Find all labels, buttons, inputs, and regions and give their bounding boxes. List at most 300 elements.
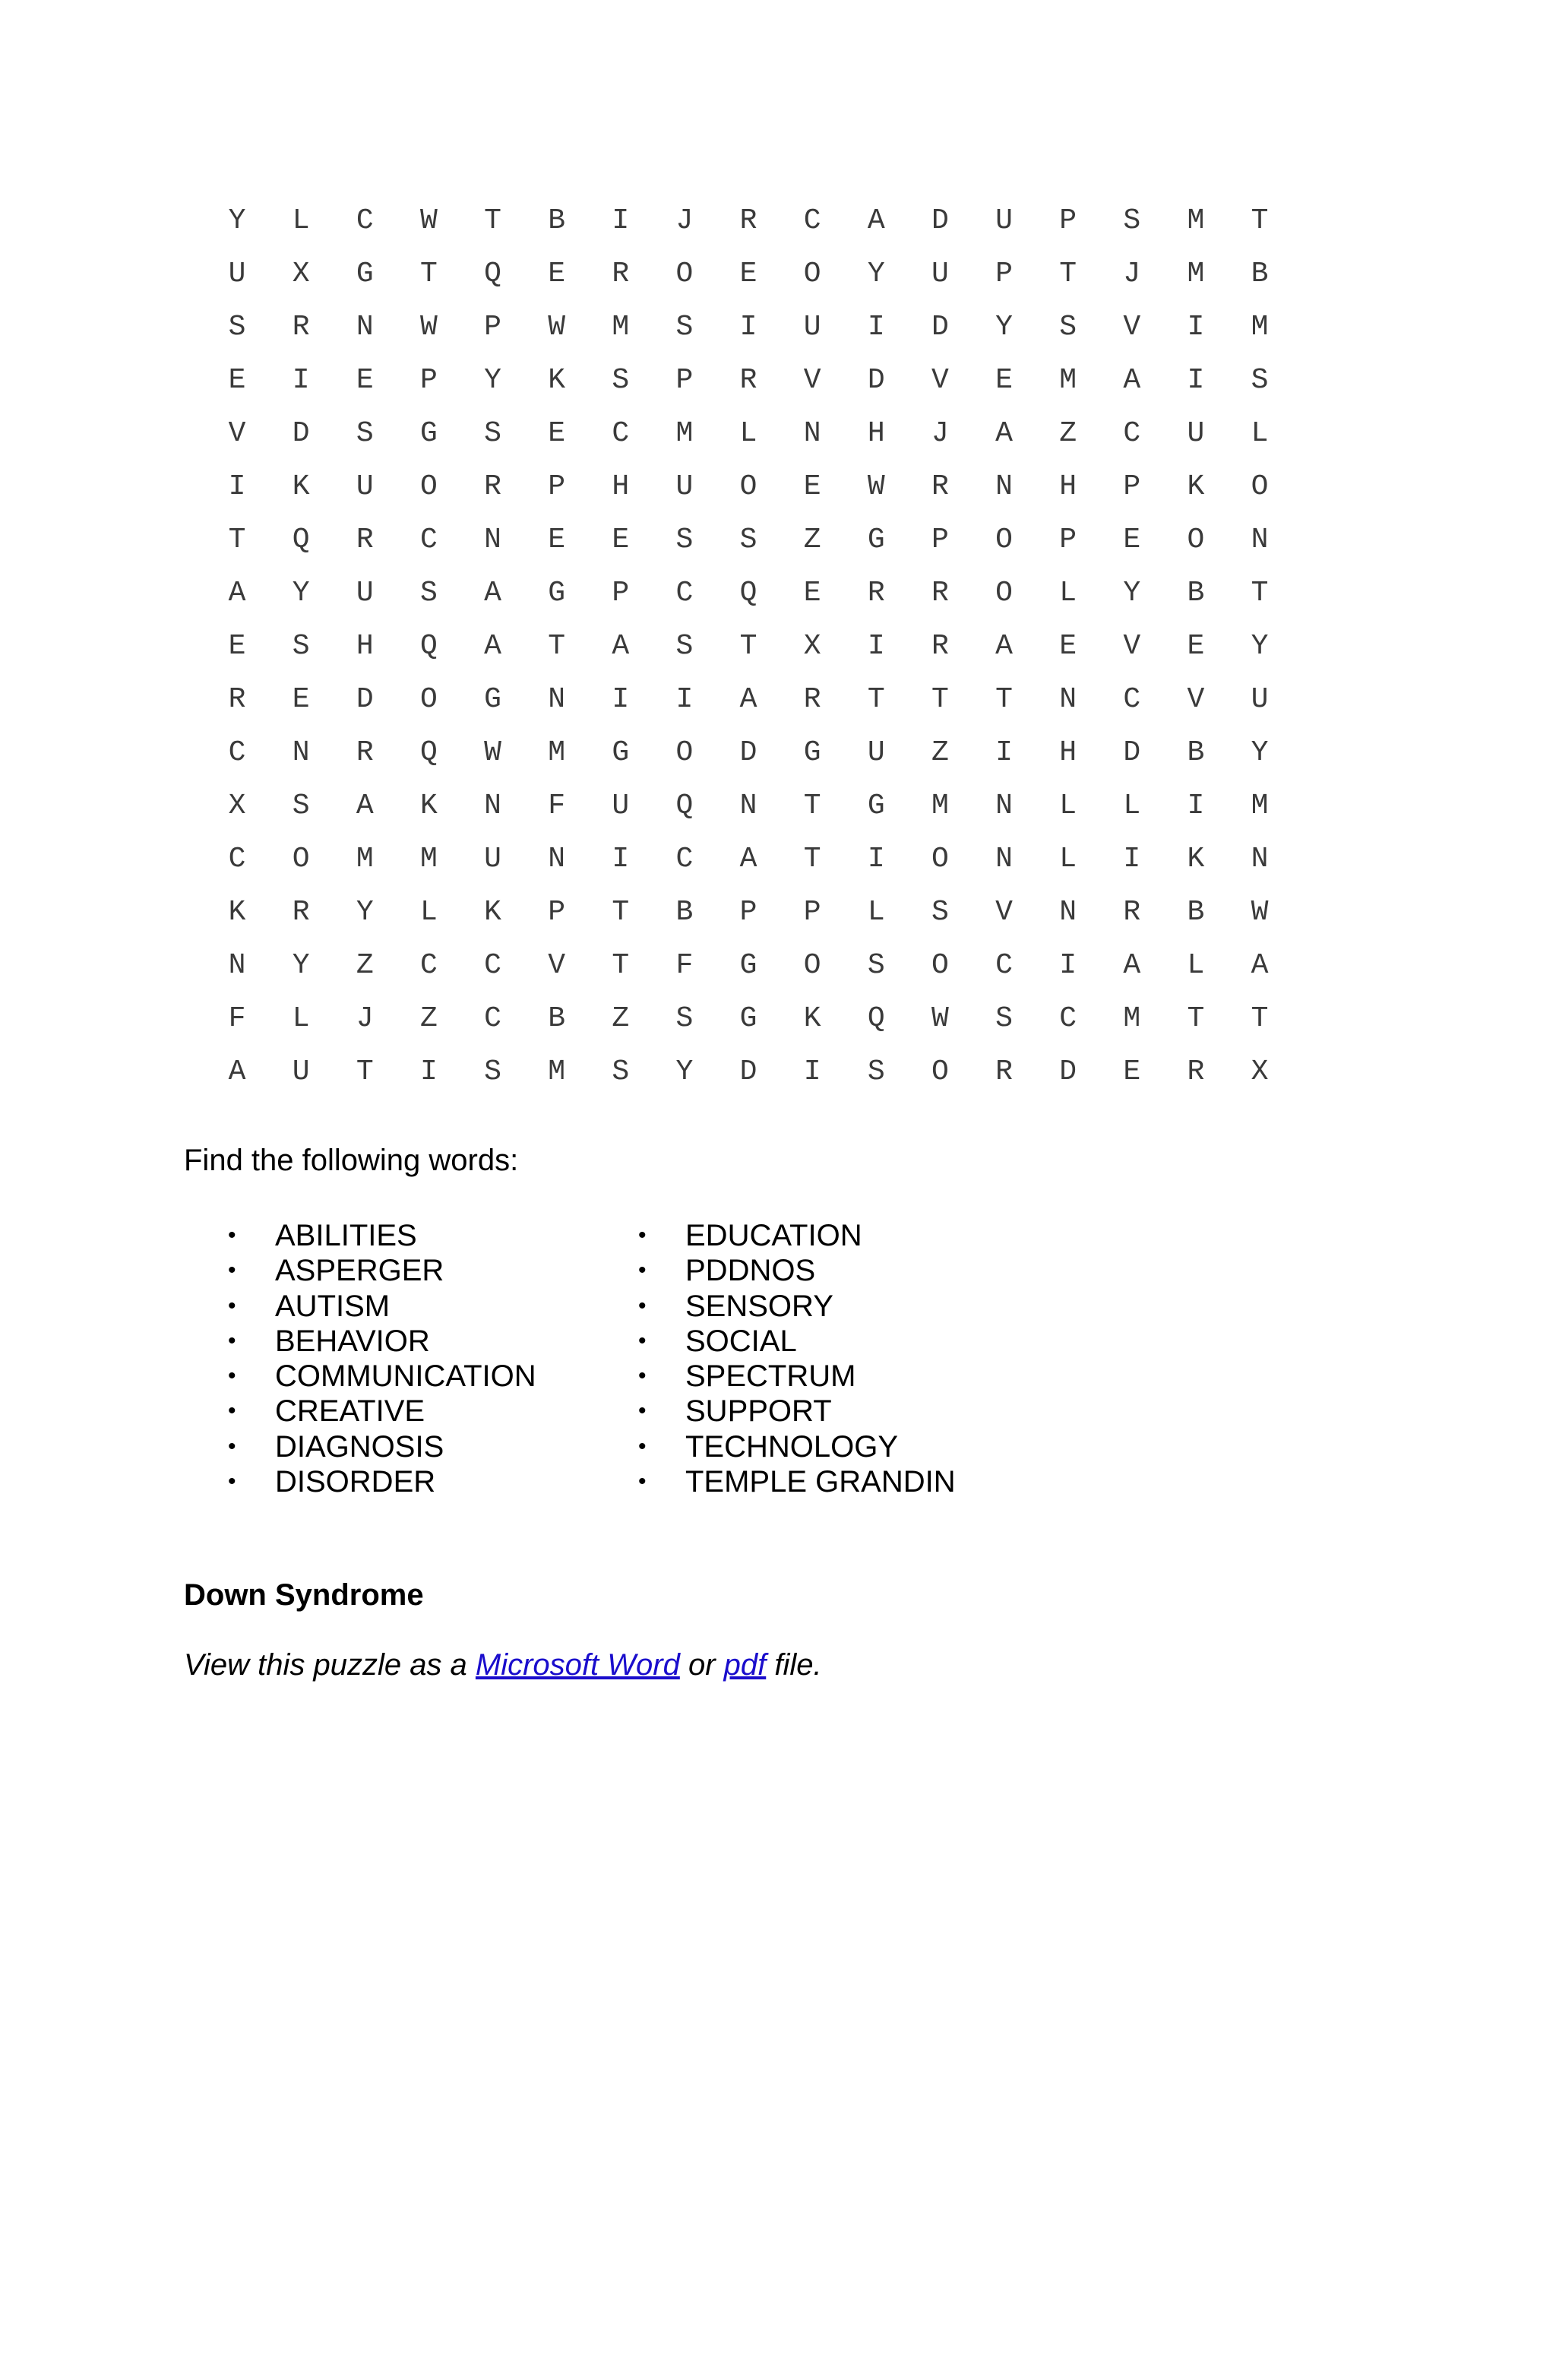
bullet-icon: • [228, 1398, 236, 1424]
grid-letter: L [1251, 417, 1269, 450]
grid-letter: U [1187, 417, 1205, 450]
grid-letter: H [356, 630, 374, 663]
bullet-icon: • [638, 1293, 647, 1318]
grid-letter: A [1123, 949, 1141, 982]
grid-letter: U [995, 204, 1013, 237]
grid-letter: A [1123, 364, 1141, 397]
grid-letter: R [803, 683, 821, 716]
grid-letter: Z [612, 1002, 630, 1035]
grid-letter: C [1059, 1002, 1077, 1035]
grid-letter: L [420, 896, 438, 929]
grid-letter: U [612, 790, 630, 822]
grid-letter: K [292, 470, 310, 503]
grid-letter: S [292, 790, 310, 822]
grid-letter: L [1187, 949, 1205, 982]
grid-letter: S [867, 949, 885, 982]
word-list-left [228, 1218, 536, 1499]
grid-letter: N [292, 736, 310, 769]
grid-row [205, 354, 1292, 407]
grid-letter: A [867, 204, 885, 237]
grid-letter: U [356, 577, 374, 609]
grid-letter: R [228, 683, 246, 716]
grid-letter: S [420, 577, 438, 609]
grid-letter: M [548, 736, 566, 769]
grid-letter: L [867, 896, 885, 929]
grid-letter: N [228, 949, 246, 982]
grid-letter: G [803, 736, 821, 769]
grid-letter: J [356, 1002, 374, 1035]
grid-letter: A [1251, 949, 1269, 982]
grid-letter: S [675, 524, 694, 556]
grid-letter: Y [292, 577, 310, 609]
grid-letter: W [420, 311, 438, 343]
grid-letter: T [228, 524, 246, 556]
bullet-icon: • [638, 1433, 647, 1459]
grid-letter: L [1123, 790, 1141, 822]
grid-letter: Z [931, 736, 949, 769]
grid-letter: N [995, 843, 1013, 875]
instructions-text: Find the following words: [184, 1144, 519, 1177]
grid-letter: T [356, 1055, 374, 1088]
grid-letter: Q [484, 258, 501, 290]
grid-letter: H [1059, 736, 1077, 769]
grid-letter: P [931, 524, 949, 556]
grid-letter: X [1251, 1055, 1269, 1088]
grid-letter: I [420, 1055, 438, 1088]
grid-letter: I [675, 683, 694, 716]
grid-letter: L [1059, 790, 1077, 822]
grid-letter: V [1123, 630, 1141, 663]
grid-letter: I [803, 1055, 821, 1088]
word-label: TEMPLE GRANDIN [685, 1465, 956, 1499]
word-list-item [638, 1429, 956, 1464]
grid-letter: R [1187, 1055, 1205, 1088]
grid-letter: P [1059, 204, 1077, 237]
grid-letter: C [675, 577, 694, 609]
grid-letter: S [612, 364, 630, 397]
grid-letter: S [484, 417, 501, 450]
grid-letter: I [1187, 311, 1205, 343]
word-label: SENSORY [685, 1289, 833, 1323]
grid-letter: C [484, 1002, 501, 1035]
grid-letter: S [228, 311, 246, 343]
grid-letter: E [548, 258, 566, 290]
grid-letter: N [356, 311, 374, 343]
word-label: CREATIVE [275, 1394, 425, 1429]
grid-letter: E [612, 524, 630, 556]
grid-letter: P [612, 577, 630, 609]
bullet-icon: • [228, 1328, 236, 1353]
grid-letter: K [548, 364, 566, 397]
grid-letter: U [484, 843, 501, 875]
grid-letter: M [356, 843, 374, 875]
grid-letter: S [675, 1002, 694, 1035]
grid-letter: T [484, 204, 501, 237]
grid-letter: Q [867, 1002, 885, 1035]
grid-letter: D [356, 683, 374, 716]
grid-letter: K [1187, 843, 1205, 875]
grid-letter: V [228, 417, 246, 450]
grid-letter: W [548, 311, 566, 343]
grid-letter: U [228, 258, 246, 290]
grid-row [205, 992, 1292, 1046]
word-label: DISORDER [275, 1465, 436, 1499]
microsoft-word-link[interactable]: Microsoft Word [475, 1648, 680, 1682]
grid-letter: J [931, 417, 949, 450]
grid-row [205, 886, 1292, 939]
grid-letter: C [1123, 417, 1141, 450]
grid-letter: M [548, 1055, 566, 1088]
grid-letter: S [675, 630, 694, 663]
grid-letter: T [1251, 577, 1269, 609]
grid-letter: E [995, 364, 1013, 397]
grid-letter: O [931, 843, 949, 875]
grid-letter: B [1251, 258, 1269, 290]
grid-letter: M [931, 790, 949, 822]
grid-letter: L [292, 204, 310, 237]
grid-letter: S [356, 417, 374, 450]
grid-letter: Y [1251, 736, 1269, 769]
grid-letter: L [739, 417, 757, 450]
grid-letter: U [931, 258, 949, 290]
grid-letter: P [675, 364, 694, 397]
grid-letter: O [420, 683, 438, 716]
grid-letter: M [612, 311, 630, 343]
grid-letter: R [484, 470, 501, 503]
word-list-item [228, 1359, 536, 1394]
grid-letter: T [803, 790, 821, 822]
word-label: COMMUNICATION [275, 1359, 536, 1394]
grid-letter: D [1123, 736, 1141, 769]
grid-letter: I [612, 683, 630, 716]
grid-letter: B [675, 896, 694, 929]
grid-letter: I [867, 311, 885, 343]
bullet-icon: • [228, 1469, 236, 1495]
grid-letter: I [292, 364, 310, 397]
grid-row [205, 726, 1292, 780]
word-label: AUTISM [275, 1289, 391, 1323]
grid-letter: B [1187, 736, 1205, 769]
grid-letter: T [1251, 204, 1269, 237]
grid-letter: T [548, 630, 566, 663]
grid-letter: S [867, 1055, 885, 1088]
word-list-item [228, 1324, 536, 1359]
grid-letter: E [548, 524, 566, 556]
grid-letter: U [356, 470, 374, 503]
grid-letter: C [675, 843, 694, 875]
grid-letter: Y [1251, 630, 1269, 663]
grid-letter: D [867, 364, 885, 397]
grid-letter: T [995, 683, 1013, 716]
grid-letter: O [995, 524, 1013, 556]
grid-letter: E [228, 630, 246, 663]
grid-letter: R [931, 577, 949, 609]
word-label: TECHNOLOGY [685, 1429, 899, 1464]
grid-letter: C [484, 949, 501, 982]
grid-letter: E [803, 470, 821, 503]
grid-row [205, 939, 1292, 992]
word-list-item [638, 1218, 956, 1253]
bullet-icon: • [638, 1363, 647, 1389]
grid-letter: C [612, 417, 630, 450]
grid-letter: T [612, 896, 630, 929]
grid-letter: Y [1123, 577, 1141, 609]
bullet-icon: • [638, 1328, 647, 1353]
grid-letter: U [803, 311, 821, 343]
bullet-icon: • [638, 1469, 647, 1495]
grid-letter: M [1187, 204, 1205, 237]
grid-letter: I [867, 843, 885, 875]
grid-letter: A [356, 790, 374, 822]
grid-letter: P [548, 896, 566, 929]
grid-letter: C [420, 524, 438, 556]
grid-letter: Y [228, 204, 246, 237]
grid-letter: C [1123, 683, 1141, 716]
grid-letter: A [228, 1055, 246, 1088]
grid-letter: A [739, 843, 757, 875]
grid-letter: N [995, 790, 1013, 822]
grid-letter: B [1187, 896, 1205, 929]
grid-letter: D [931, 311, 949, 343]
grid-letter: A [228, 577, 246, 609]
grid-letter: R [931, 630, 949, 663]
grid-letter: G [612, 736, 630, 769]
grid-row [205, 833, 1292, 886]
grid-letter: K [484, 896, 501, 929]
grid-letter: Q [420, 630, 438, 663]
grid-letter: R [995, 1055, 1013, 1088]
grid-letter: Q [739, 577, 757, 609]
word-list-item [638, 1253, 956, 1288]
grid-letter: N [484, 524, 501, 556]
grid-row [205, 514, 1292, 567]
grid-letter: C [228, 736, 246, 769]
grid-letter: R [931, 470, 949, 503]
bullet-icon: • [638, 1258, 647, 1283]
grid-letter: S [292, 630, 310, 663]
grid-letter: H [1059, 470, 1077, 503]
grid-letter: I [612, 204, 630, 237]
word-search-grid [205, 195, 1292, 1099]
grid-letter: O [931, 1055, 949, 1088]
grid-letter: W [420, 204, 438, 237]
grid-letter: Y [484, 364, 501, 397]
grid-row [205, 407, 1292, 460]
grid-letter: S [1251, 364, 1269, 397]
grid-letter: W [484, 736, 501, 769]
grid-letter: V [1187, 683, 1205, 716]
grid-row [205, 1046, 1292, 1099]
grid-letter: O [931, 949, 949, 982]
word-label: SUPPORT [685, 1394, 832, 1429]
grid-letter: F [548, 790, 566, 822]
grid-letter: Q [292, 524, 310, 556]
grid-letter: S [739, 524, 757, 556]
grid-letter: O [803, 949, 821, 982]
bullet-icon: • [228, 1258, 236, 1283]
grid-letter: N [548, 843, 566, 875]
grid-letter: E [548, 417, 566, 450]
grid-letter: G [867, 790, 885, 822]
grid-letter: H [867, 417, 885, 450]
grid-letter: O [675, 258, 694, 290]
grid-letter: A [739, 683, 757, 716]
word-list-item [228, 1429, 536, 1464]
grid-letter: I [867, 630, 885, 663]
grid-letter: S [675, 311, 694, 343]
grid-letter: B [1187, 577, 1205, 609]
grid-letter: M [1123, 1002, 1141, 1035]
grid-letter: D [292, 417, 310, 450]
grid-letter: B [548, 1002, 566, 1035]
grid-letter: G [739, 949, 757, 982]
grid-letter: S [484, 1055, 501, 1088]
grid-letter: V [995, 896, 1013, 929]
grid-letter: E [1059, 630, 1077, 663]
grid-letter: L [1059, 577, 1077, 609]
grid-letter: G [356, 258, 374, 290]
grid-letter: T [1251, 1002, 1269, 1035]
grid-letter: O [292, 843, 310, 875]
grid-letter: M [1251, 311, 1269, 343]
grid-letter: Z [356, 949, 374, 982]
grid-letter: H [612, 470, 630, 503]
grid-letter: U [675, 470, 694, 503]
grid-letter: G [420, 417, 438, 450]
grid-letter: U [1251, 683, 1269, 716]
grid-letter: C [995, 949, 1013, 982]
grid-letter: T [1187, 1002, 1205, 1035]
grid-letter: D [739, 736, 757, 769]
grid-letter: V [803, 364, 821, 397]
grid-letter: E [1187, 630, 1205, 663]
grid-row [205, 195, 1292, 248]
grid-letter: E [356, 364, 374, 397]
grid-letter: G [739, 1002, 757, 1035]
grid-letter: M [1251, 790, 1269, 822]
grid-letter: R [867, 577, 885, 609]
grid-letter: S [995, 1002, 1013, 1035]
grid-letter: P [484, 311, 501, 343]
grid-letter: P [1123, 470, 1141, 503]
bullet-icon: • [228, 1293, 236, 1318]
grid-letter: Y [995, 311, 1013, 343]
grid-letter: S [931, 896, 949, 929]
grid-letter: K [420, 790, 438, 822]
grid-letter: P [1059, 524, 1077, 556]
grid-row [205, 301, 1292, 354]
grid-letter: Y [292, 949, 310, 982]
grid-letter: N [995, 470, 1013, 503]
grid-letter: N [1059, 896, 1077, 929]
grid-letter: Z [420, 1002, 438, 1035]
word-list-item [638, 1394, 956, 1429]
grid-letter: K [228, 896, 246, 929]
grid-letter: D [739, 1055, 757, 1088]
grid-letter: T [612, 949, 630, 982]
grid-row [205, 567, 1292, 620]
grid-letter: G [867, 524, 885, 556]
grid-letter: W [1251, 896, 1269, 929]
section-heading: Down Syndrome [184, 1578, 424, 1612]
grid-letter: I [995, 736, 1013, 769]
view-line-prefix: View this puzzle as a [184, 1648, 476, 1682]
grid-letter: E [1123, 524, 1141, 556]
bullet-icon: • [228, 1433, 236, 1459]
word-list-item [228, 1289, 536, 1324]
grid-letter: I [1187, 790, 1205, 822]
grid-letter: T [420, 258, 438, 290]
grid-letter: Y [356, 896, 374, 929]
grid-letter: N [739, 790, 757, 822]
grid-letter: R [356, 524, 374, 556]
grid-letter: O [739, 470, 757, 503]
grid-letter: N [1059, 683, 1077, 716]
grid-letter: S [1123, 204, 1141, 237]
grid-letter: O [1187, 524, 1205, 556]
bullet-icon: • [638, 1398, 647, 1424]
word-label: ABILITIES [275, 1219, 417, 1252]
grid-letter: P [420, 364, 438, 397]
grid-letter: Z [1059, 417, 1077, 450]
grid-letter: M [1187, 258, 1205, 290]
word-list-item [228, 1394, 536, 1429]
grid-letter: C [356, 204, 374, 237]
grid-letter: X [803, 630, 821, 663]
bullet-icon: • [638, 1223, 647, 1248]
word-list-item [638, 1359, 956, 1394]
grid-row [205, 780, 1292, 833]
grid-letter: R [739, 364, 757, 397]
grid-letter: R [1123, 896, 1141, 929]
grid-letter: N [1251, 524, 1269, 556]
grid-letter: L [292, 1002, 310, 1035]
word-label: ASPERGER [275, 1254, 444, 1288]
grid-letter: C [420, 949, 438, 982]
grid-letter: N [484, 790, 501, 822]
grid-letter: W [867, 470, 885, 503]
grid-letter: I [228, 470, 246, 503]
grid-letter: Z [803, 524, 821, 556]
word-label: EDUCATION [685, 1219, 862, 1252]
grid-letter: X [292, 258, 310, 290]
grid-letter: N [803, 417, 821, 450]
grid-letter: Q [420, 736, 438, 769]
word-list-item [638, 1324, 956, 1359]
grid-letter: I [1187, 364, 1205, 397]
grid-letter: K [1187, 470, 1205, 503]
grid-letter: K [803, 1002, 821, 1035]
word-label: PDDNOS [685, 1254, 816, 1288]
pdf-link[interactable]: pdf [723, 1648, 767, 1682]
grid-letter: O [675, 736, 694, 769]
grid-letter: C [803, 204, 821, 237]
word-list-item [228, 1464, 536, 1499]
grid-letter: P [995, 258, 1013, 290]
grid-letter: M [1059, 364, 1077, 397]
grid-letter: W [931, 1002, 949, 1035]
grid-letter: J [1123, 258, 1141, 290]
grid-letter: D [931, 204, 949, 237]
view-puzzle-line [184, 1646, 822, 1684]
grid-letter: S [612, 1055, 630, 1088]
grid-letter: L [1059, 843, 1077, 875]
grid-letter: T [1059, 258, 1077, 290]
word-label: DIAGNOSIS [275, 1429, 444, 1464]
grid-letter: Y [867, 258, 885, 290]
grid-letter: R [612, 258, 630, 290]
grid-row [205, 248, 1292, 301]
